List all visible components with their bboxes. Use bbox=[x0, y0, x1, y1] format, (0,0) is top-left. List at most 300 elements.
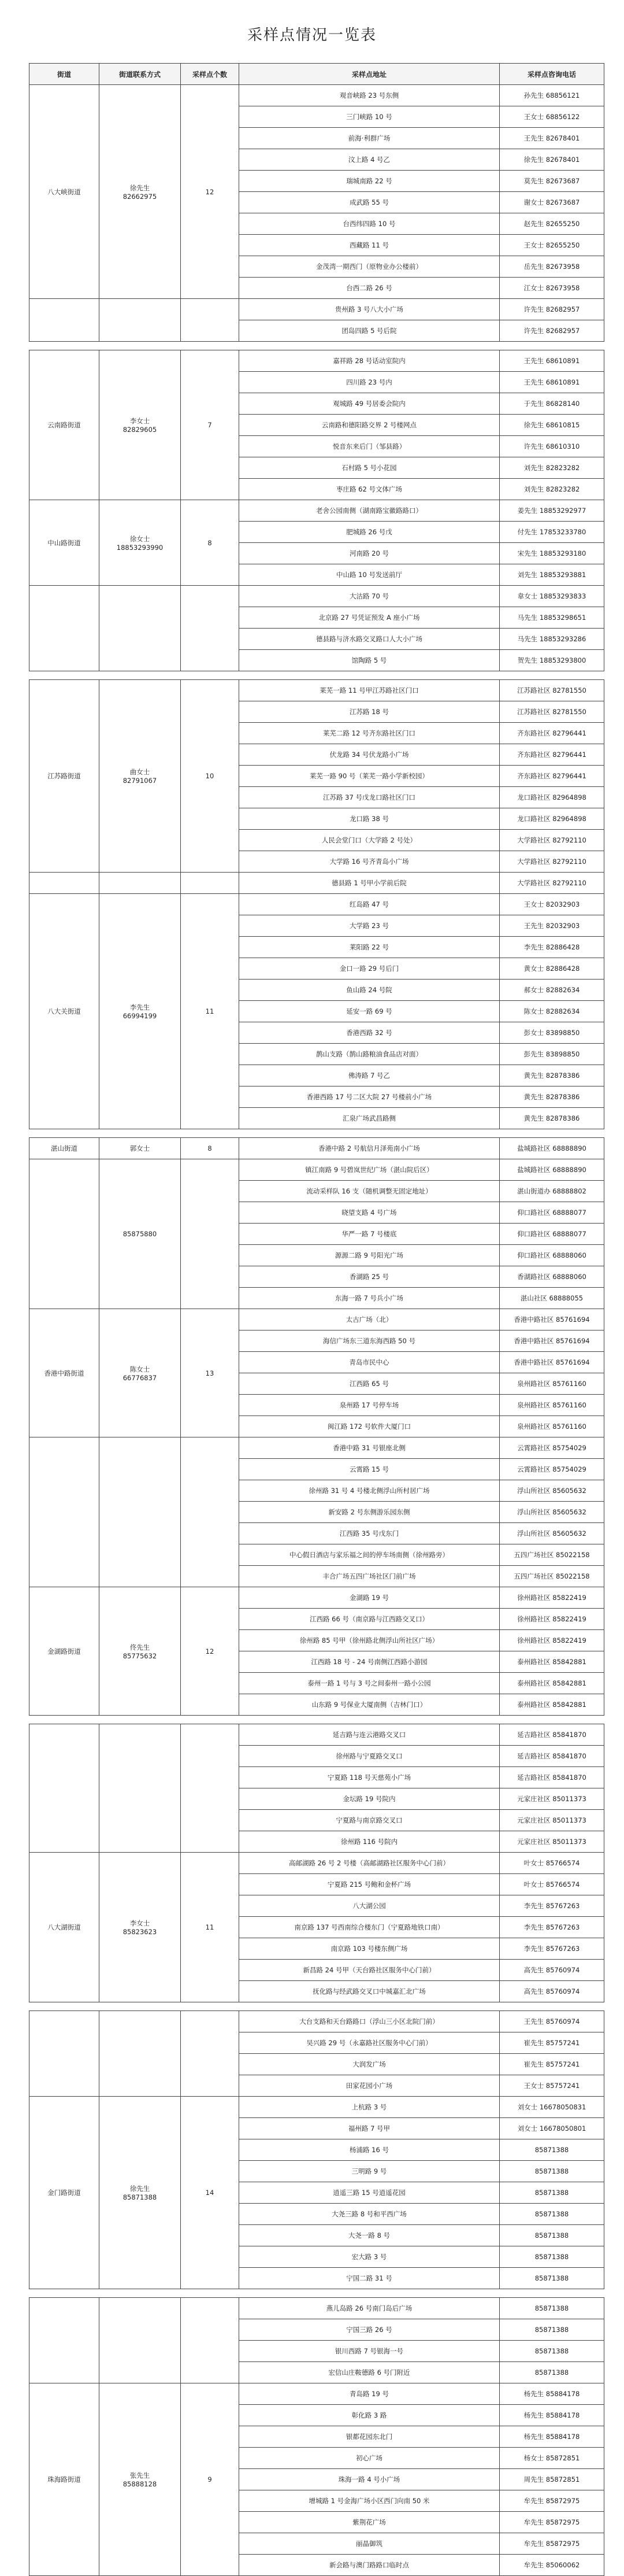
phone-cell: 云霄路社区 85754029 bbox=[500, 1437, 604, 1459]
street-cell: 珠海路街道 bbox=[29, 2383, 99, 2576]
street-cell: 中山路街道 bbox=[29, 500, 99, 586]
contact-cell: 徐先生 85871388 bbox=[99, 2097, 181, 2289]
header-phone: 采样点咨询电话 bbox=[500, 64, 604, 85]
address-cell: 中心假日酒店与家乐福之间的停车场南侧（徐州路旁） bbox=[239, 1544, 500, 1566]
address-cell: 抚化路与经武路交叉口中城嘉汇北广场 bbox=[239, 1981, 500, 2002]
street-cell bbox=[29, 299, 99, 342]
street-cell: 金湖路街道 bbox=[29, 1587, 99, 1716]
address-cell: 大尧一路 8 号 bbox=[239, 2225, 500, 2246]
address-cell: 云霄路 15 号 bbox=[239, 1459, 500, 1480]
phone-cell: 王先生 82678401 bbox=[500, 128, 604, 149]
phone-cell: 许先生 82682957 bbox=[500, 299, 604, 320]
phone-cell: 黄女士 82886428 bbox=[500, 958, 604, 980]
phone-cell: 85871388 bbox=[500, 2182, 604, 2204]
street-cell bbox=[29, 873, 99, 894]
phone-cell: 李先生 85767263 bbox=[500, 1895, 604, 1917]
phone-cell: 齐东路社区 82796441 bbox=[500, 744, 604, 766]
address-cell: 西藏路 11 号 bbox=[239, 235, 500, 256]
table-row bbox=[29, 1853, 604, 1874]
address-cell: 肥城路 26 号戊 bbox=[239, 522, 500, 543]
address-cell: 大学路 16 号齐青岛小广场 bbox=[239, 851, 500, 873]
contact-cell bbox=[99, 873, 181, 894]
phone-cell: 85871388 bbox=[500, 2246, 604, 2268]
phone-cell: 谢女士 82673687 bbox=[500, 192, 604, 213]
count-cell: 9 bbox=[181, 2383, 239, 2576]
contact-cell bbox=[99, 1437, 181, 1587]
address-cell: 华严一路 7 号楼底 bbox=[239, 1224, 500, 1245]
phone-cell: 元家庄社区 85011373 bbox=[500, 1810, 604, 1831]
phone-cell: 香港中路社区 85761694 bbox=[500, 1330, 604, 1352]
contact-cell: 85875880 bbox=[99, 1159, 181, 1309]
phone-cell: 黄先生 82878386 bbox=[500, 1108, 604, 1129]
address-cell: 宁夏路与南京路交叉口 bbox=[239, 1810, 500, 1831]
address-cell: 香港中路 2 号航信月泽苑南小广场 bbox=[239, 1138, 500, 1159]
contact-cell bbox=[99, 1724, 181, 1853]
address-cell: 大台支路和天台路路口（浮山三小区北院门前） bbox=[239, 2011, 500, 2032]
phone-cell: 叶女士 85766574 bbox=[500, 1853, 604, 1874]
address-cell: 宁夏路 215 号鲍和金杯广场 bbox=[239, 1874, 500, 1895]
address-cell: 南京路 103 号楼东侧广场 bbox=[239, 1938, 500, 1960]
contact-cell bbox=[99, 2298, 181, 2383]
header-street: 街道 bbox=[29, 64, 99, 85]
phone-cell: 牟先生 85060062 bbox=[500, 2555, 604, 2576]
count-cell: 8 bbox=[181, 1138, 239, 1159]
count-cell bbox=[181, 1437, 239, 1587]
phone-cell: 杨先生 85884178 bbox=[500, 2426, 604, 2448]
phone-cell: 江苏路社区 82781550 bbox=[500, 701, 604, 723]
phone-cell: 王女士 85757241 bbox=[500, 2075, 604, 2097]
phone-cell: 孙先生 68856121 bbox=[500, 85, 604, 106]
address-cell: 紫荆花广场 bbox=[239, 2512, 500, 2533]
address-cell: 伏龙路 34 号伏龙路小广场 bbox=[239, 744, 500, 766]
street-cell bbox=[29, 1437, 99, 1587]
table-row bbox=[29, 1724, 604, 1746]
address-cell: 三门峡路 10 号 bbox=[239, 106, 500, 128]
contact-cell: 徐女士 18853293990 bbox=[99, 500, 181, 586]
address-cell: 德县路与济水路交叉路口人大小广场 bbox=[239, 629, 500, 650]
address-cell: 瑞城南路 22 号 bbox=[239, 171, 500, 192]
address-cell: 江西路 66 号（南京路与江西路交叉口） bbox=[239, 1609, 500, 1630]
address-cell: 增城路 1 号金海广场小区西门向南 50 米 bbox=[239, 2490, 500, 2512]
address-cell: 宏信山庄鞍德路 6 号门附近 bbox=[239, 2362, 500, 2383]
sampling-sites-table bbox=[29, 63, 604, 2576]
address-cell: 金坛路 19 号院内 bbox=[239, 1788, 500, 1810]
address-cell: 宁国三路 26 号 bbox=[239, 2319, 500, 2341]
phone-cell: 五四广场社区 85022158 bbox=[500, 1544, 604, 1566]
address-cell: 燕儿岛路 26 号南门岛后广场 bbox=[239, 2298, 500, 2319]
table-row bbox=[29, 873, 604, 894]
address-cell: 嘉祥路 28 号话动室院内 bbox=[239, 350, 500, 372]
phone-cell: 刘女士 16678050831 bbox=[500, 2097, 604, 2118]
phone-cell: 85871388 bbox=[500, 2139, 604, 2161]
table-row bbox=[29, 85, 604, 106]
address-cell: 江西路 35 号戊东门 bbox=[239, 1523, 500, 1544]
address-cell: 团岛四路 5 号后院 bbox=[239, 320, 500, 342]
street-cell: 湛山街道 bbox=[29, 1138, 99, 1159]
address-cell: 大沽路 70 号 bbox=[239, 586, 500, 607]
contact-cell bbox=[99, 2011, 181, 2097]
address-cell: 丽晶御筑 bbox=[239, 2533, 500, 2555]
phone-cell: 云霄路社区 85754029 bbox=[500, 1459, 604, 1480]
address-cell: 德县路 1 号甲小学前后院 bbox=[239, 873, 500, 894]
address-cell: 初心广场 bbox=[239, 2448, 500, 2469]
phone-cell: 牟先生 85872975 bbox=[500, 2490, 604, 2512]
address-cell: 逍遥三路 15 号逍遥花园 bbox=[239, 2182, 500, 2204]
address-cell: 金茂湾一期西门（原物业办公楼前） bbox=[239, 256, 500, 278]
phone-cell: 王女士 82032903 bbox=[500, 894, 604, 915]
street-cell: 江苏路街道 bbox=[29, 680, 99, 873]
contact-cell: 陈女士 66776837 bbox=[99, 1309, 181, 1437]
phone-cell: 香港中路社区 85761694 bbox=[500, 1352, 604, 1373]
phone-cell: 泰州路社区 85842881 bbox=[500, 1673, 604, 1694]
address-cell: 三明路 9 号 bbox=[239, 2161, 500, 2182]
table-row bbox=[29, 1138, 604, 1159]
phone-cell: 泉州路社区 85761160 bbox=[500, 1373, 604, 1395]
count-cell bbox=[181, 1724, 239, 1853]
address-cell: 贵州路 3 号八大小广场 bbox=[239, 299, 500, 320]
phone-cell: 大学路社区 82792110 bbox=[500, 830, 604, 851]
address-cell: 莱芜一路 11 号甲江苏路社区门口 bbox=[239, 680, 500, 701]
phone-cell: 徐州路社区 85822419 bbox=[500, 1587, 604, 1609]
street-cell: 云南路街道 bbox=[29, 350, 99, 500]
phone-cell: 高先生 85760974 bbox=[500, 1960, 604, 1981]
phone-cell: 泉州路社区 85761160 bbox=[500, 1395, 604, 1416]
address-cell: 龙口路 38 号 bbox=[239, 808, 500, 830]
phone-cell: 韋女士 18853293833 bbox=[500, 586, 604, 607]
address-cell: 延吉路与连云港路交叉口 bbox=[239, 1724, 500, 1746]
section-gap bbox=[29, 342, 604, 350]
phone-cell: 彭女士 83898850 bbox=[500, 1022, 604, 1044]
phone-cell: 于先生 86828140 bbox=[500, 393, 604, 415]
phone-cell: 江女士 82673958 bbox=[500, 278, 604, 299]
address-cell: 海信广场东三道东海西路 50 号 bbox=[239, 1330, 500, 1352]
phone-cell: 李先生 85767263 bbox=[500, 1917, 604, 1938]
phone-cell: 牟先生 85872975 bbox=[500, 2512, 604, 2533]
phone-cell: 香湖路社区 68888060 bbox=[500, 1266, 604, 1288]
address-cell: 香湖路 25 号 bbox=[239, 1266, 500, 1288]
table-row bbox=[29, 1159, 604, 1181]
phone-cell: 王女士 68856122 bbox=[500, 106, 604, 128]
count-cell bbox=[181, 873, 239, 894]
phone-cell: 王先生 68610891 bbox=[500, 350, 604, 372]
section-gap-cell bbox=[29, 342, 604, 350]
phone-cell: 元家庄社区 85011373 bbox=[500, 1831, 604, 1853]
phone-cell: 王先生 82032903 bbox=[500, 915, 604, 937]
phone-cell: 牟先生 85872975 bbox=[500, 2533, 604, 2555]
address-cell: 鹊山支路（鹊山路粮油食品店对面） bbox=[239, 1044, 500, 1065]
contact-cell: 徐先生 82662975 bbox=[99, 85, 181, 299]
header-address: 采样点地址 bbox=[239, 64, 500, 85]
address-cell: 石村路 5 号小花园 bbox=[239, 457, 500, 479]
count-cell bbox=[181, 1159, 239, 1309]
address-cell: 鱼山路 24 号院 bbox=[239, 980, 500, 1001]
phone-cell: 郝女士 82882634 bbox=[500, 980, 604, 1001]
address-cell: 前海·利群广场 bbox=[239, 128, 500, 149]
phone-cell: 泰州路社区 85842881 bbox=[500, 1694, 604, 1716]
address-cell: 中山路 10 号发送前厅 bbox=[239, 564, 500, 586]
address-cell: 香港中路 31 号银座北侧 bbox=[239, 1437, 500, 1459]
phone-cell: 周先生 85872851 bbox=[500, 2469, 604, 2490]
phone-cell: 徐先生 82678401 bbox=[500, 149, 604, 171]
address-cell: 佛涛路 7 号乙 bbox=[239, 1065, 500, 1086]
address-cell: 四川路 23 号内 bbox=[239, 372, 500, 393]
address-cell: 香港西路 32 号 bbox=[239, 1022, 500, 1044]
phone-cell: 杨女士 85872851 bbox=[500, 2448, 604, 2469]
phone-cell: 盐城路社区 68888890 bbox=[500, 1138, 604, 1159]
phone-cell: 浮山所社区 85605632 bbox=[500, 1502, 604, 1523]
address-cell: 泰州一路 1 号与 3 号之间泰州一路小公园 bbox=[239, 1673, 500, 1694]
phone-cell: 仰口路社区 68888077 bbox=[500, 1202, 604, 1224]
section-gap-cell bbox=[29, 1129, 604, 1138]
address-cell: 田家花园小广场 bbox=[239, 2075, 500, 2097]
phone-cell: 刘先生 82823282 bbox=[500, 457, 604, 479]
address-cell: 泉州路 17 号停车场 bbox=[239, 1395, 500, 1416]
address-cell: 青岛市民中心 bbox=[239, 1352, 500, 1373]
phone-cell: 龙口路社区 82964898 bbox=[500, 787, 604, 808]
address-cell: 大学路 23 号 bbox=[239, 915, 500, 937]
address-cell: 福州路 7 号甲 bbox=[239, 2118, 500, 2139]
phone-cell: 许先生 68610310 bbox=[500, 436, 604, 457]
address-cell: 徐州路与宁夏路交叉口 bbox=[239, 1746, 500, 1767]
phone-cell: 85871388 bbox=[500, 2319, 604, 2341]
address-cell: 徐州路 31 号 4 号楼北侧浮山所村居广场 bbox=[239, 1480, 500, 1502]
contact-cell: 李女士 85823623 bbox=[99, 1853, 181, 2002]
phone-cell: 龙口路社区 82964898 bbox=[500, 808, 604, 830]
phone-cell: 齐东路社区 82796441 bbox=[500, 766, 604, 787]
section-gap-cell bbox=[29, 2289, 604, 2298]
street-cell bbox=[29, 2298, 99, 2383]
phone-cell: 85871388 bbox=[500, 2298, 604, 2319]
address-cell: 大润发广场 bbox=[239, 2054, 500, 2075]
table-row bbox=[29, 2298, 604, 2319]
phone-cell: 马先生 18853298651 bbox=[500, 607, 604, 629]
table-row bbox=[29, 680, 604, 701]
contact-cell: 曲女士 82791067 bbox=[99, 680, 181, 873]
table-row bbox=[29, 2097, 604, 2118]
section-gap bbox=[29, 1716, 604, 1724]
street-cell bbox=[29, 2011, 99, 2097]
table-row bbox=[29, 2011, 604, 2032]
table-row bbox=[29, 1437, 604, 1459]
phone-cell: 延吉路社区 85841870 bbox=[500, 1746, 604, 1767]
phone-cell: 王先生 68610891 bbox=[500, 372, 604, 393]
count-cell bbox=[181, 299, 239, 342]
address-cell: 汶上路 4 号乙 bbox=[239, 149, 500, 171]
count-cell: 12 bbox=[181, 1587, 239, 1716]
count-cell: 13 bbox=[181, 1309, 239, 1437]
count-cell bbox=[181, 586, 239, 671]
address-cell: 新安路 2 号东侧游乐园东侧 bbox=[239, 1502, 500, 1523]
address-cell: 丰合广场五四广场社区门前广场 bbox=[239, 1566, 500, 1587]
address-cell: 台西纬四路 10 号 bbox=[239, 213, 500, 235]
phone-cell: 李先生 82886428 bbox=[500, 937, 604, 958]
table-row bbox=[29, 1587, 604, 1609]
address-cell: 杨浦路 16 号 bbox=[239, 2139, 500, 2161]
phone-cell: 延吉路社区 85841870 bbox=[500, 1724, 604, 1746]
address-cell: 金湖路 19 号 bbox=[239, 1587, 500, 1609]
contact-cell: 佟先生 85775632 bbox=[99, 1587, 181, 1716]
phone-cell: 大学路社区 82792110 bbox=[500, 851, 604, 873]
page-title: 采样点情况一览表 bbox=[247, 27, 377, 44]
address-cell: 东海一路 7 号兵小广场 bbox=[239, 1288, 500, 1309]
street-cell bbox=[29, 1724, 99, 1853]
contact-cell: 张先生 85888128 bbox=[99, 2383, 181, 2576]
address-cell: 北京路 27 号凭证预发 A 座小广场 bbox=[239, 607, 500, 629]
phone-cell: 徐州路社区 85822419 bbox=[500, 1630, 604, 1651]
contact-cell bbox=[99, 299, 181, 342]
address-cell: 银都花园东北门 bbox=[239, 2426, 500, 2448]
contact-cell: 郭女士 bbox=[99, 1138, 181, 1159]
table-row bbox=[29, 299, 604, 320]
phone-cell: 姜先生 18853292977 bbox=[500, 500, 604, 522]
address-cell: 高邮湖路 26 号 2 号楼（高邮湖路社区服务中心门前） bbox=[239, 1853, 500, 1874]
address-cell: 新昌路 24 号甲（天台路社区服务中心门前） bbox=[239, 1960, 500, 1981]
address-cell: 南京路 137 号西南综合楼东门（宁夏路地铁口南） bbox=[239, 1917, 500, 1938]
address-cell: 闽江路 172 号软件大厦门口 bbox=[239, 1416, 500, 1437]
phone-cell: 黄先生 82878386 bbox=[500, 1086, 604, 1108]
address-cell: 莱芜一路 90 号（莱芜一路小学新校园） bbox=[239, 766, 500, 787]
phone-cell: 85871388 bbox=[500, 2204, 604, 2225]
contact-cell bbox=[99, 586, 181, 671]
table-row bbox=[29, 350, 604, 372]
phone-cell: 黄先生 82878386 bbox=[500, 1065, 604, 1086]
address-cell: 彰化路 3 路 bbox=[239, 2405, 500, 2426]
phone-cell: 王先生 85760974 bbox=[500, 2011, 604, 2032]
street-cell bbox=[29, 586, 99, 671]
section-gap-cell bbox=[29, 2002, 604, 2011]
phone-cell: 莫先生 82673687 bbox=[500, 171, 604, 192]
address-cell: 汇泉广场武昌路侧 bbox=[239, 1108, 500, 1129]
phone-cell: 杨先生 85884178 bbox=[500, 2405, 604, 2426]
address-cell: 河南路 20 号 bbox=[239, 543, 500, 564]
phone-cell: 盐城路社区 68888890 bbox=[500, 1159, 604, 1181]
address-cell: 莱芜二路 12 号齐东路社区门口 bbox=[239, 723, 500, 744]
header-contact: 街道联系方式 bbox=[99, 64, 181, 85]
phone-cell: 徐州路社区 85822419 bbox=[500, 1609, 604, 1630]
address-cell: 红岛路 47 号 bbox=[239, 894, 500, 915]
contact-cell: 李女士 82829605 bbox=[99, 350, 181, 500]
phone-cell: 85871388 bbox=[500, 2341, 604, 2362]
phone-cell: 刘先生 18853293881 bbox=[500, 564, 604, 586]
phone-cell: 泰州路社区 85842881 bbox=[500, 1651, 604, 1673]
street-cell: 金门路街道 bbox=[29, 2097, 99, 2289]
phone-cell: 湛山街道办 68888802 bbox=[500, 1181, 604, 1202]
phone-cell: 85871388 bbox=[500, 2161, 604, 2182]
address-cell: 晓望支路 4 号广场 bbox=[239, 1202, 500, 1224]
address-cell: 太古广场（北） bbox=[239, 1309, 500, 1330]
address-cell: 金口一路 29 号后门 bbox=[239, 958, 500, 980]
address-cell: 人民会堂门口（大学路 2 号处） bbox=[239, 830, 500, 851]
address-cell: 镇江南路 9 号碧岚世纪广场（湛山院后区） bbox=[239, 1159, 500, 1181]
section-gap bbox=[29, 2289, 604, 2298]
address-cell: 宁国二路 31 号 bbox=[239, 2268, 500, 2289]
phone-cell: 香港中路社区 85761694 bbox=[500, 1309, 604, 1330]
address-cell: 宁夏路 118 号天慈苑小广场 bbox=[239, 1767, 500, 1788]
phone-cell: 85871388 bbox=[500, 2268, 604, 2289]
phone-cell: 仰口路社区 68888077 bbox=[500, 1224, 604, 1245]
street-cell bbox=[29, 1159, 99, 1309]
address-cell: 成武路 55 号 bbox=[239, 192, 500, 213]
address-cell: 江苏路 37 号戊龙口路社区门口 bbox=[239, 787, 500, 808]
street-cell: 香港中路街道 bbox=[29, 1309, 99, 1437]
table-row bbox=[29, 1309, 604, 1330]
address-cell: 大尧三路 8 号和平西广场 bbox=[239, 2204, 500, 2225]
address-cell: 馆陶路 5 号 bbox=[239, 650, 500, 671]
phone-cell: 大学路社区 82792110 bbox=[500, 873, 604, 894]
address-cell: 珠海一路 4 号小广场 bbox=[239, 2469, 500, 2490]
address-cell: 流动采样队 16 支（随机调整无固定地址） bbox=[239, 1181, 500, 1202]
table-row bbox=[29, 2383, 604, 2405]
address-cell: 老舍公园南侧（湖南路宝徽路路口） bbox=[239, 500, 500, 522]
address-cell: 上杭路 3 号 bbox=[239, 2097, 500, 2118]
table-header-row bbox=[29, 64, 604, 85]
table-body bbox=[29, 85, 604, 2576]
address-cell: 江西路 18 号 - 24 号南侧江西路小游园 bbox=[239, 1651, 500, 1673]
phone-cell: 陈女士 82882634 bbox=[500, 1001, 604, 1022]
phone-cell: 岳先生 82673958 bbox=[500, 256, 604, 278]
phone-cell: 许先生 82682957 bbox=[500, 320, 604, 342]
count-cell bbox=[181, 2011, 239, 2097]
address-cell: 八大湖公园 bbox=[239, 1895, 500, 1917]
count-cell: 10 bbox=[181, 680, 239, 873]
phone-cell: 赵先生 82655250 bbox=[500, 213, 604, 235]
address-cell: 江苏路 18 号 bbox=[239, 701, 500, 723]
count-cell: 12 bbox=[181, 85, 239, 299]
phone-cell: 徐先生 68610815 bbox=[500, 415, 604, 436]
street-cell: 八大峡街道 bbox=[29, 85, 99, 299]
table-row bbox=[29, 586, 604, 607]
count-cell: 7 bbox=[181, 350, 239, 500]
street-cell: 八大湖街道 bbox=[29, 1853, 99, 2002]
address-cell: 江西路 65 号 bbox=[239, 1373, 500, 1395]
address-cell: 银川西路 7 号银海一号 bbox=[239, 2341, 500, 2362]
section-gap-cell bbox=[29, 1716, 604, 1724]
phone-cell: 江苏路社区 82781550 bbox=[500, 680, 604, 701]
address-cell: 观音峡路 23 号东侧 bbox=[239, 85, 500, 106]
phone-cell: 泉州路社区 85761160 bbox=[500, 1416, 604, 1437]
phone-cell: 崔先生 85757241 bbox=[500, 2054, 604, 2075]
phone-cell: 延吉路社区 85841870 bbox=[500, 1767, 604, 1788]
address-cell: 新会路与澳门路路口临时点 bbox=[239, 2555, 500, 2576]
address-cell: 悦音东来后门（邹县路） bbox=[239, 436, 500, 457]
street-cell: 八大关街道 bbox=[29, 894, 99, 1129]
address-cell: 香港西路 17 号二区大院 27 号楼前小广场 bbox=[239, 1086, 500, 1108]
address-cell: 云南路和德阳路交界 2 号楼网点 bbox=[239, 415, 500, 436]
phone-cell: 元家庄社区 85011373 bbox=[500, 1788, 604, 1810]
address-cell: 徐州路 116 号院内 bbox=[239, 1831, 500, 1853]
phone-cell: 付先生 17853233780 bbox=[500, 522, 604, 543]
address-cell: 莱阳路 22 号 bbox=[239, 937, 500, 958]
section-gap bbox=[29, 671, 604, 680]
table-row bbox=[29, 894, 604, 915]
phone-cell: 湛山社区 68888055 bbox=[500, 1288, 604, 1309]
phone-cell: 马先生 18853293286 bbox=[500, 629, 604, 650]
section-gap bbox=[29, 2002, 604, 2011]
address-cell: 山东路 9 号保业大厦南侧（吉林门口） bbox=[239, 1694, 500, 1716]
phone-cell: 王女士 82655250 bbox=[500, 235, 604, 256]
phone-cell: 宋先生 18853293180 bbox=[500, 543, 604, 564]
count-cell: 11 bbox=[181, 894, 239, 1129]
section-gap bbox=[29, 1129, 604, 1138]
phone-cell: 齐东路社区 82796441 bbox=[500, 723, 604, 744]
count-cell: 11 bbox=[181, 1853, 239, 2002]
section-gap-cell bbox=[29, 671, 604, 680]
address-cell: 青岛路 19 号 bbox=[239, 2383, 500, 2405]
count-cell bbox=[181, 2298, 239, 2383]
phone-cell: 五四广场社区 85022158 bbox=[500, 1566, 604, 1587]
address-cell: 台西二路 26 号 bbox=[239, 278, 500, 299]
address-cell: 枣庄路 62 号文体广场 bbox=[239, 479, 500, 500]
